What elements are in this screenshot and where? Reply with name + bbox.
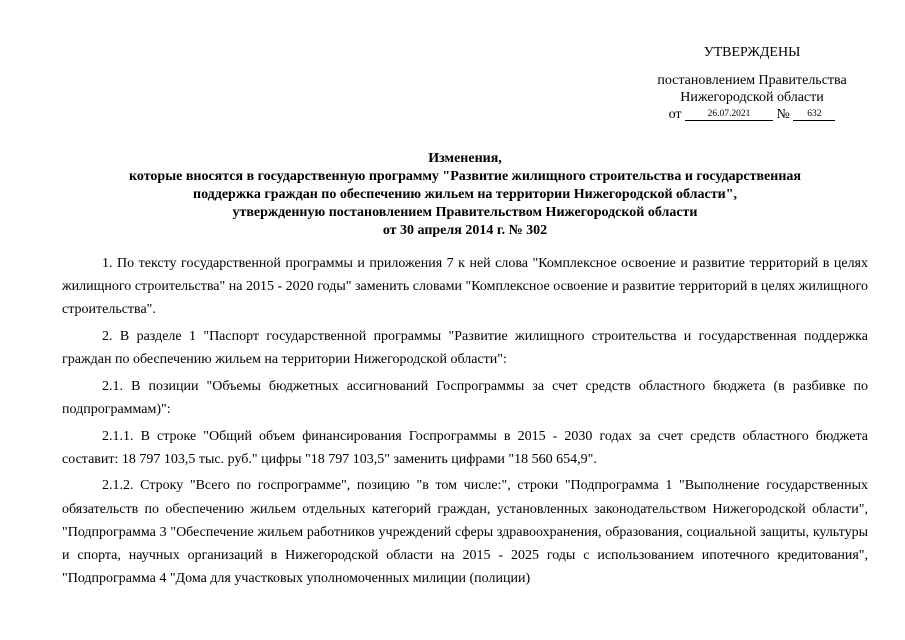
title-line-4: утвержденную постановлением Правительством Нижегородской области xyxy=(232,205,698,220)
approval-number: 632 xyxy=(793,108,835,121)
approval-date: 26.07.2021 xyxy=(685,108,773,121)
paragraph-2-1-2: 2.1.2. Строку "Всего по госпрограмме", позицию "в том числе:", строки "Подпрограмма 1 "Выполнение государственных обязательств по обеспечению жильем отдельных категорий граждан, установленных законодательством Нижегородской области", "Подпрограмма 3 "Обеспечение жильем работников учреждений сферы здравоохранения, образования, социальной защиты, культуры и спорта, научных организаций в Нижегородской области на 2015 - 2025 годы с использованием ипотечного кредитования", "Подпрограмма 4 "Дома для участковых уполномоченных милиции (полиции) xyxy=(62,478,868,587)
approval-stamp xyxy=(612,44,892,123)
paragraph-2: 2. В разделе 1 "Паспорт государственной программы "Развитие жилищного строительства и государственная поддержка граждан по обеспечению жильем на территории Нижегородской области": xyxy=(62,329,868,368)
number-sign: № xyxy=(776,107,790,122)
title-line-3: поддержка граждан по обеспечению жильем на территории Нижегородской области", xyxy=(193,187,737,202)
paragraph-2-1: 2.1. В позиции "Объемы бюджетных ассигнований Госпрограммы за счет средств областного бюджета (в разбивке по подпрограммам)": xyxy=(62,378,868,417)
date-prefix: от xyxy=(668,107,682,122)
approval-date-row xyxy=(612,106,892,123)
document-title xyxy=(40,150,890,240)
document-body xyxy=(62,252,868,594)
paragraph-1: 1. По тексту государственной программы и приложения 7 к ней слова "Комплексное освоение и развитие территорий в целях жилищного строительства" на 2015 - 2020 годы" заменить словами "Комплексное освоение и развитие территорий в целях жилищного строительства". xyxy=(62,256,868,318)
approval-line-government: постановлением Правительства xyxy=(657,73,847,88)
title-line-1: Изменения, xyxy=(428,151,502,166)
paragraph-2-1-1: 2.1.1. В строке "Общий объем финансирования Госпрограммы в 2015 - 2030 годах за счет средств областного бюджета составит: 18 797 103,5 тыс. руб." цифры "18 797 103,5" заменить цифрами "18 560 654,9". xyxy=(62,428,868,467)
title-line-2: которые вносятся в государственную программу "Развитие жилищного строительства и государственная xyxy=(129,169,801,184)
approval-line-region: Нижегородской области xyxy=(680,90,824,105)
title-line-5: от 30 апреля 2014 г. № 302 xyxy=(382,223,548,238)
approved-heading: УТВЕРЖДЕНЫ xyxy=(703,45,801,60)
